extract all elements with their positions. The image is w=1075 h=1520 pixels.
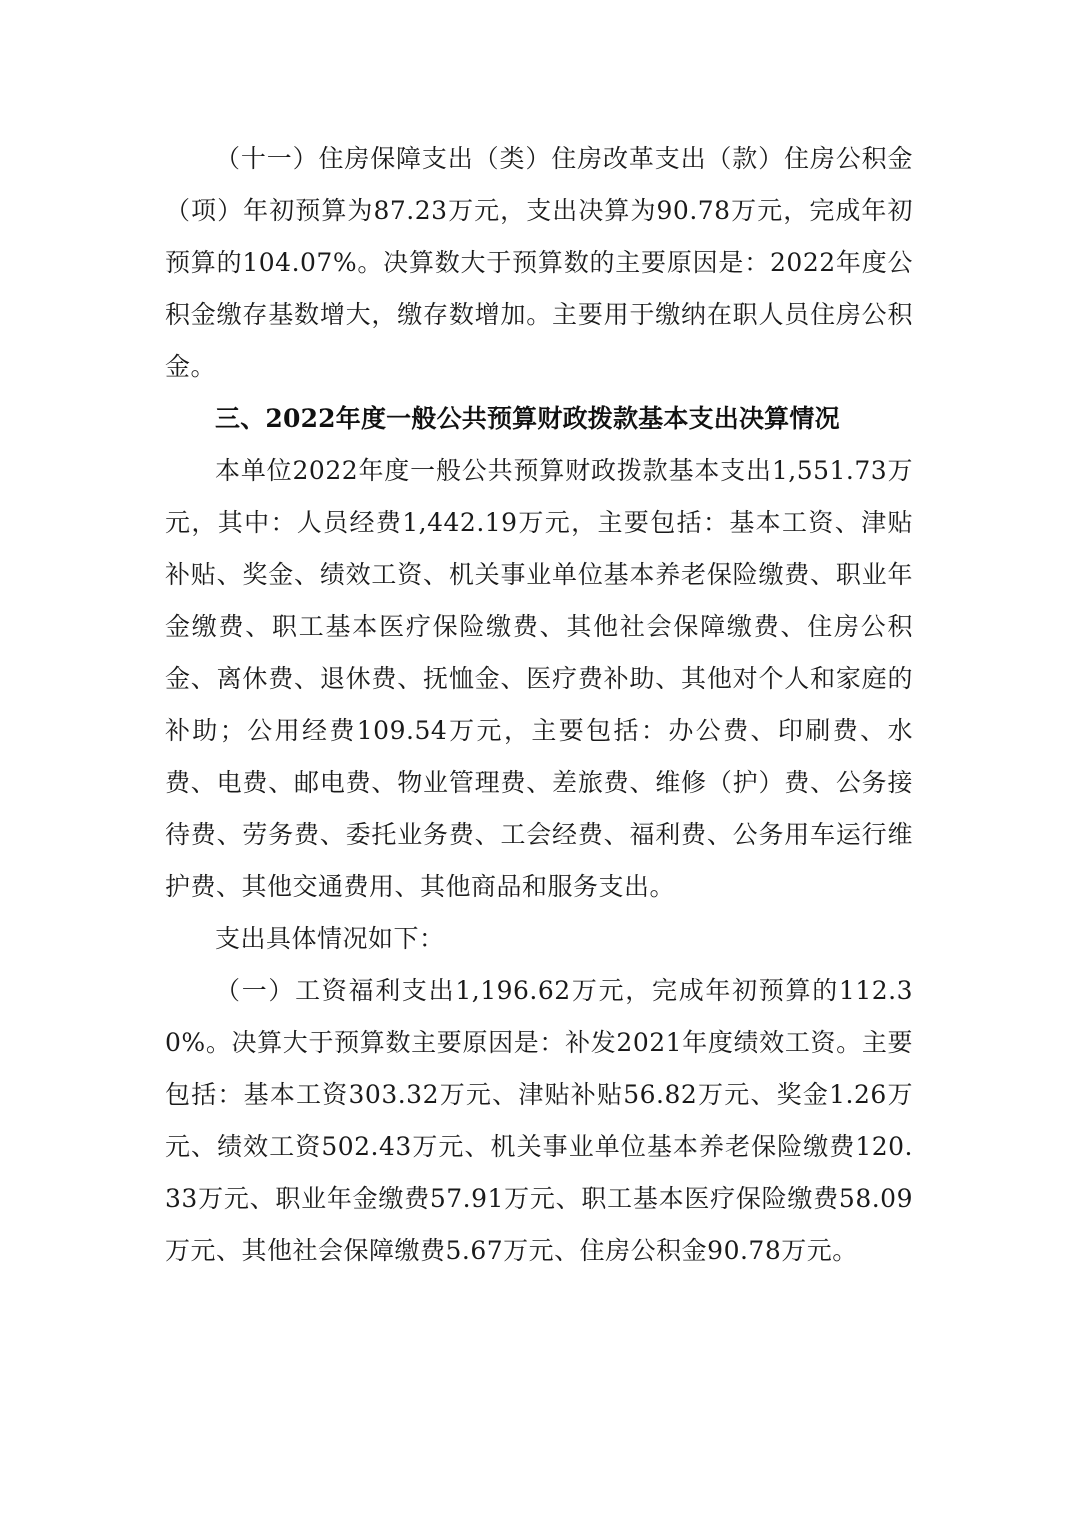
- paragraph-housing-fund: （十一）住房保障支出（类）住房改革支出（款）住房公积金（项）年初预算为87.23万元，支出决算为90.78万元，完成年初预算的104.07%。决算数大于预算数的主要原因是：2022年度公积金缴存基数增大，缴存数增加。主要用于缴纳在职人员住房公积金。: [165, 144, 913, 381]
- document-body: [165, 133, 913, 1277]
- paragraph-basic-expenditure: 本单位2022年度一般公共预算财政拨款基本支出1,551.73万元，其中：人员经费1,442.19万元，主要包括：基本工资、津贴补贴、奖金、绩效工资、机关事业单位基本养老保险缴费、职业年金缴费、职工基本医疗保险缴费、其他社会保障缴费、住房公积金、离休费、退休费、抚恤金、医疗费补助、其他对个人和家庭的补助；公用经费109.54万元，主要包括：办公费、印刷费、水费、电费、邮电费、物业管理费、差旅费、维修（护）费、公务接待费、劳务费、委托业务费、工会经费、福利费、公务用车运行维护费、其他交通费用、其他商品和服务支出。: [165, 456, 913, 901]
- section-heading: 三、2022年度一般公共预算财政拨款基本支出决算情况: [215, 404, 840, 433]
- paragraph-wages-welfare: （一）工资福利支出1,196.62万元，完成年初预算的112.30%。决算大于预算数主要原因是：补发2021年度绩效工资。主要包括：基本工资303.32万元、津贴补贴56.82万元、奖金1.26万元、绩效工资502.43万元、机关事业单位基本养老保险缴费120.33万元、职业年金缴费57.91万元、职工基本医疗保险缴费58.09万元、其他社会保障缴费5.67万元、住房公积金90.78万元。: [165, 976, 913, 1265]
- paragraph-details-intro: 支出具体情况如下：: [215, 924, 445, 953]
